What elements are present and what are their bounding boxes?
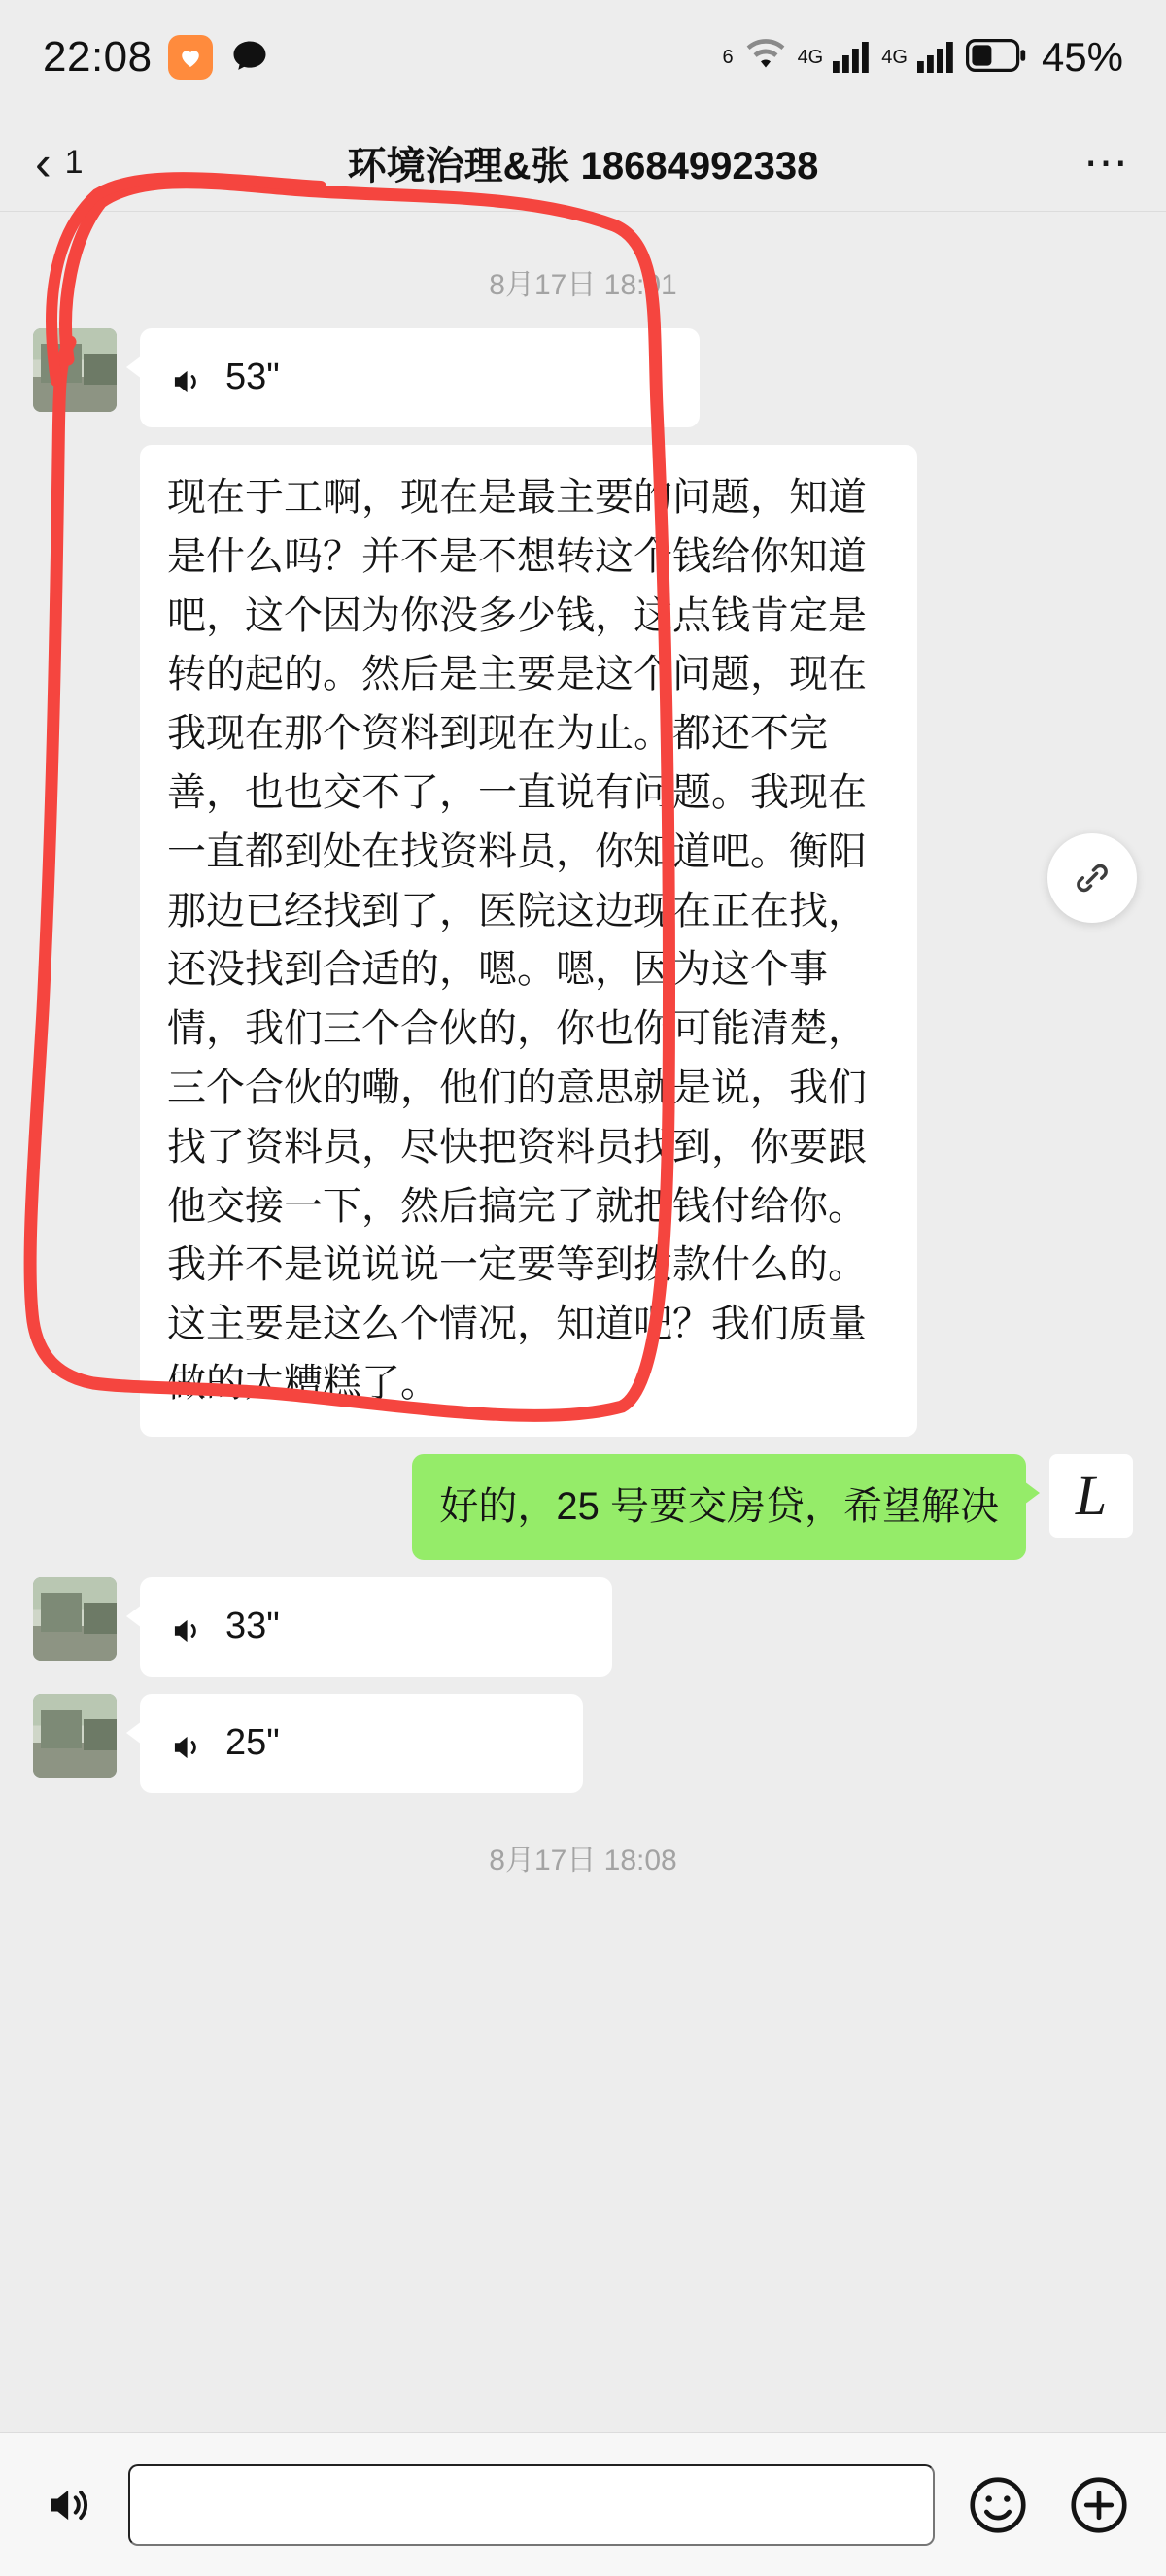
message-row (0, 445, 1166, 1437)
battery-percent: 45% (1041, 34, 1123, 80)
signal-bars-icon-2 (917, 38, 956, 78)
emoji-icon[interactable] (960, 2467, 1036, 2543)
avatar[interactable] (33, 328, 117, 412)
wifi-superscript-label: 6 (722, 46, 734, 68)
voice-message-bubble[interactable] (140, 1694, 583, 1793)
message-row (0, 328, 1166, 427)
voice-message[interactable] (167, 352, 672, 404)
voice-wave-icon (167, 1724, 204, 1763)
message-row (0, 1694, 1166, 1793)
status-left-group (43, 33, 271, 82)
messages-icon (228, 36, 271, 79)
voice-message[interactable] (167, 1601, 585, 1653)
message-list[interactable] (0, 212, 1166, 2364)
signal-label-2: 4G (881, 46, 908, 68)
signal-bars-icon-1 (833, 38, 872, 78)
voice-wave-icon (167, 358, 204, 397)
title-bar (0, 115, 1166, 212)
timestamp-bottom: 8月17日 18:08 (489, 1844, 677, 1877)
message-input-bar (0, 2432, 1166, 2576)
status-right-group (722, 34, 1123, 81)
more-options-icon[interactable]: ⋯ (1083, 136, 1131, 187)
text-message-bubble[interactable]: 现在于工啊，现在是最主要的问题，知道是什么吗？并不是不想转这个钱给你知道吧，这个因为你没多少钱，这点钱肯定是转的起的。然后是主要是这个问题，现在我现在那个资料到现在为止。都还不完善，也也交不了，一直说有问题。我现在一直都到处在找资料员，你知道吧。衡阳那边已经找到了，医院这边现在正在找，还没找到合适的，嗯。嗯，因为这个事情，我们三个合伙的，你也你可能清楚，三个合伙的嘞，他们的意思就是说，我们找了资料员，尽快把资料员找到，你要跟他交接一下，然后搞完了就把钱付给你。我并不是说说说一定要等到拨款什么的。这主要是这么个情况，知道吧？我们质量做的太糟糕了。 (140, 445, 917, 1437)
voice-duration: 53" (225, 356, 280, 398)
voice-duration: 33" (225, 1605, 280, 1646)
message-row (0, 1577, 1166, 1677)
unread-count: 1 (64, 144, 84, 181)
chevron-left-icon[interactable]: ‹ (35, 135, 51, 190)
message-row (0, 1454, 1166, 1560)
battery-icon (966, 39, 1026, 77)
plus-icon[interactable] (1061, 2467, 1137, 2543)
avatar[interactable] (1049, 1454, 1133, 1538)
signal-label-1: 4G (797, 46, 824, 68)
outgoing-text-bubble[interactable]: 好的，25 号要交房贷，希望解决 (412, 1454, 1026, 1560)
voice-wave-icon (167, 1608, 204, 1646)
voice-input-icon[interactable] (29, 2468, 103, 2542)
status-clock: 22:08 (43, 33, 153, 81)
avatar[interactable] (33, 1577, 117, 1661)
link-icon[interactable] (1047, 833, 1137, 923)
back-button[interactable] (35, 135, 84, 190)
message-input[interactable] (128, 2464, 935, 2546)
wifi-icon (743, 38, 788, 78)
timestamp-top: 8月17日 18:01 (489, 269, 677, 301)
wallet-app-icon (168, 35, 213, 80)
voice-duration: 25" (225, 1721, 280, 1763)
page-title: 环境治理&张 18684992338 (347, 145, 819, 187)
voice-message-bubble[interactable] (140, 1577, 612, 1677)
avatar-initial: L (1075, 1463, 1108, 1527)
voice-message[interactable] (167, 1717, 556, 1770)
status-bar (0, 0, 1166, 115)
avatar[interactable] (33, 1694, 117, 1778)
voice-message-bubble[interactable] (140, 328, 700, 427)
